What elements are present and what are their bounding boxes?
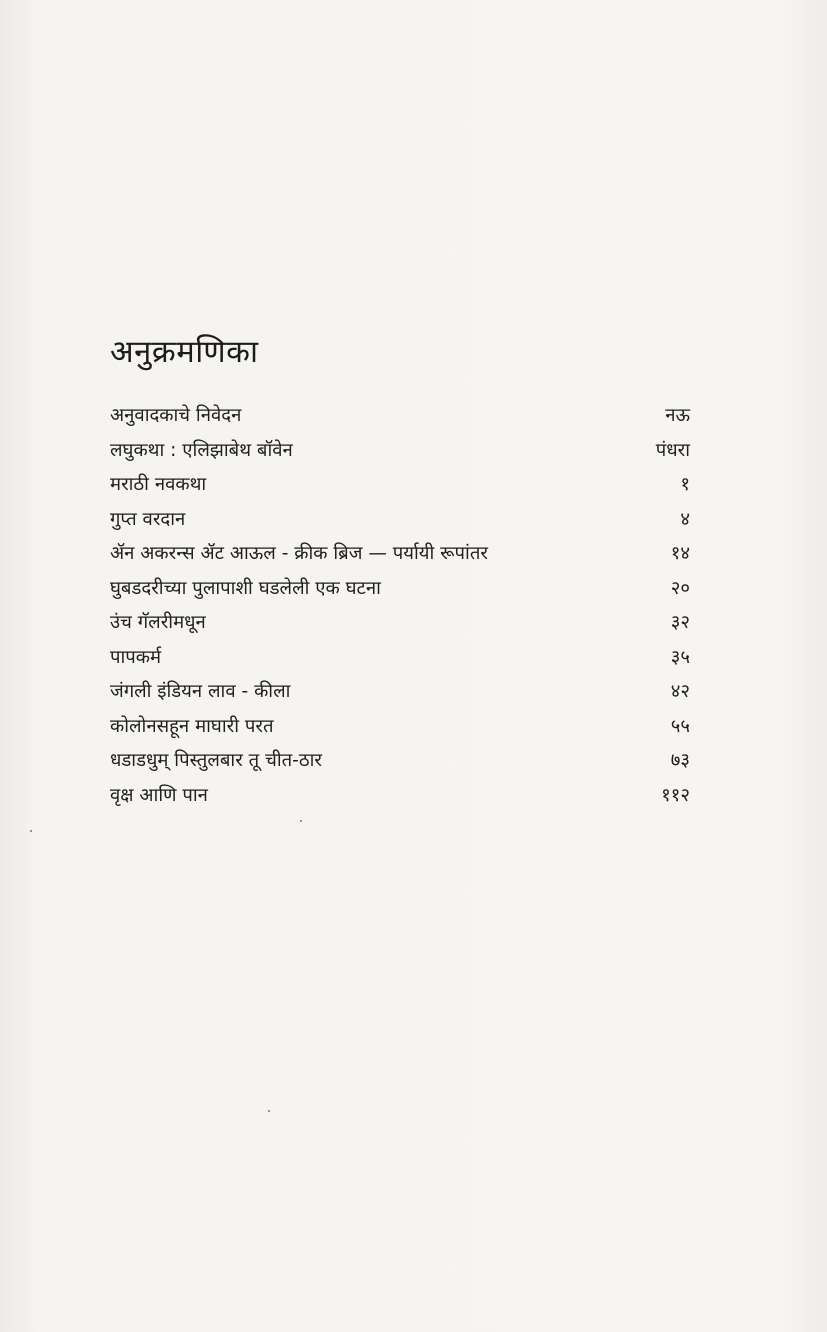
table-of-contents xyxy=(110,402,690,816)
toc-entry-title: अनुवादकाचे निवेदन xyxy=(110,405,242,426)
toc-entry-title: ॲन अकरन्स ॲट आऊल - क्रीक ब्रिज — पर्यायी रूपांतर xyxy=(110,543,488,564)
toc-entry-title: मराठी नवकथा xyxy=(110,474,207,495)
toc-entry xyxy=(110,678,690,713)
toc-entry-page: ४२ xyxy=(670,681,690,702)
toc-entry-page: ५५ xyxy=(670,715,690,737)
toc-entry xyxy=(110,713,690,748)
toc-entry-title: वृक्ष आणि पान xyxy=(110,784,208,806)
toc-entry-title: कोलोनसहून माघारी परत xyxy=(110,715,274,737)
toc-entry xyxy=(110,644,690,679)
page-title: अनुक्रमणिका xyxy=(110,334,259,370)
toc-entry xyxy=(110,575,690,610)
paper-speck xyxy=(268,1110,270,1112)
toc-entry-title: लघुकथा : एलिझाबेथ बॉवेन xyxy=(110,439,293,461)
toc-entry xyxy=(110,782,690,817)
toc-entry xyxy=(110,747,690,782)
toc-entry-title: गुप्त वरदान xyxy=(110,508,186,530)
toc-entry-page: ११२ xyxy=(661,784,690,806)
toc-entry xyxy=(110,437,690,472)
paper-speck xyxy=(300,820,302,822)
toc-entry-title: उंच गॅलरीमधून xyxy=(110,612,206,633)
toc-entry-page: ३५ xyxy=(670,646,690,668)
toc-entry-title: धडाडधुम् पिस्तुलबार तू चीत-ठार xyxy=(110,750,322,771)
toc-entry-page: १४ xyxy=(670,543,690,564)
toc-entry xyxy=(110,540,690,575)
toc-entry xyxy=(110,402,690,437)
paper-speck xyxy=(30,830,32,832)
toc-entry-page: नऊ xyxy=(665,405,690,426)
toc-entry xyxy=(110,506,690,541)
toc-entry-page: २० xyxy=(670,577,690,599)
toc-entry-title: घुबडदरीच्या पुलापाशी घडलेली एक घटना xyxy=(110,577,381,599)
toc-entry-title: जंगली इंडियन लाव - कीला xyxy=(110,681,291,702)
toc-entry-page: १ xyxy=(680,474,690,495)
toc-entry-page: ४ xyxy=(680,508,690,530)
toc-entry-page: ३२ xyxy=(670,612,690,633)
toc-entry-title: पापकर्म xyxy=(110,646,162,668)
toc-entry xyxy=(110,609,690,644)
toc-entry-page: पंधरा xyxy=(655,439,690,461)
toc-entry-page: ७३ xyxy=(670,750,690,771)
toc-entry xyxy=(110,471,690,506)
